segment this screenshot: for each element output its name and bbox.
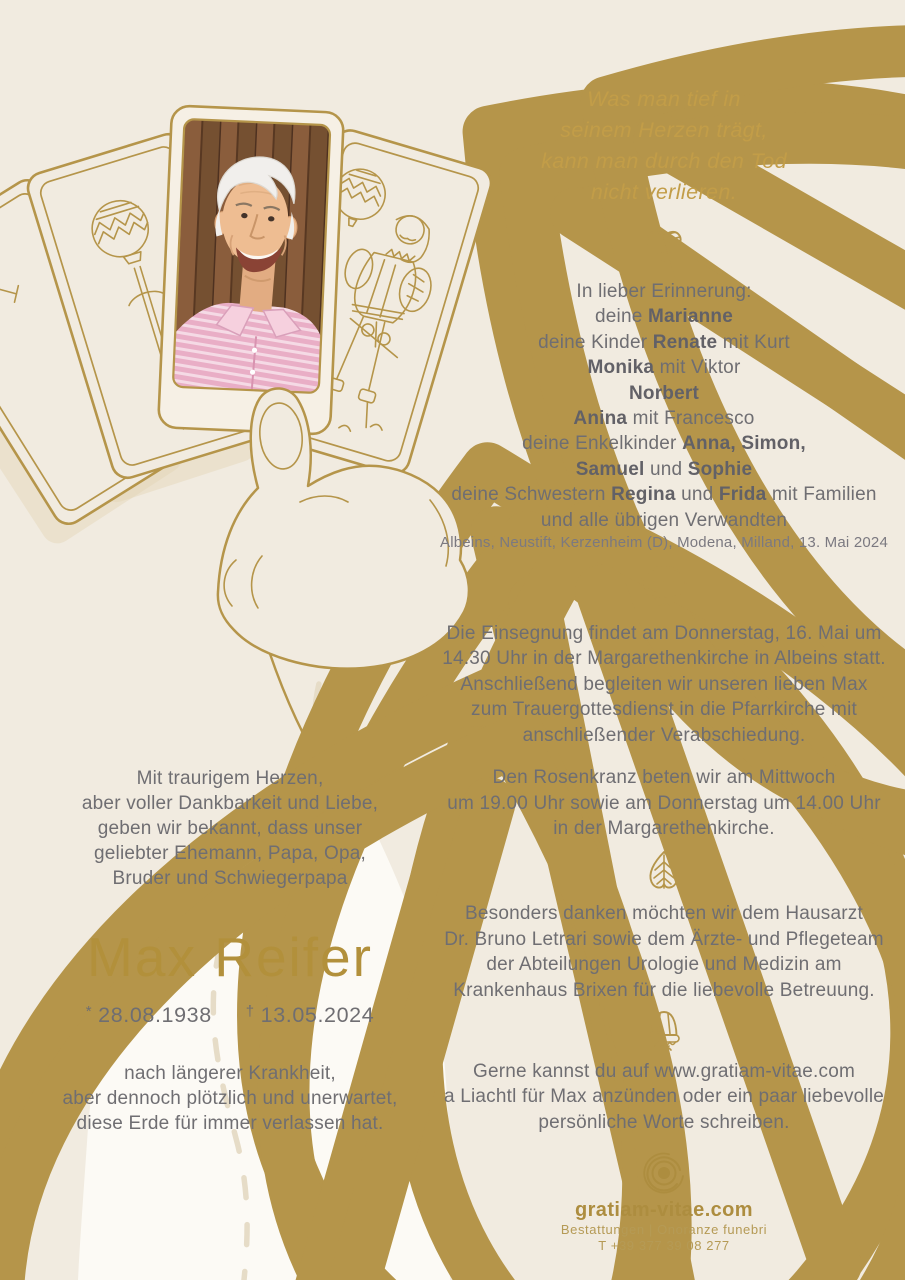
announcement-paragraph [28, 766, 432, 891]
text-line: zum Trauergottesdienst in die Pfarrkirche mit [471, 699, 857, 721]
remembrance-line: deine Marianne [595, 306, 733, 328]
laub-suit-icon [641, 848, 687, 894]
text-line: diese Erde für immer verlassen hat. [76, 1113, 384, 1134]
remembrance-line: deine Enkelkinder Anna, Simon, [522, 433, 806, 455]
remembrance-line: Monika mit Viktor [587, 357, 741, 379]
quote-line: nicht verlieren. [590, 180, 738, 204]
text-line: geben wir bekannt, dass unser [97, 818, 363, 839]
funeral-home-phone: T +39 377 39 08 277 [598, 1238, 730, 1254]
remembrance-line: Samuel und Sophie [575, 458, 753, 480]
text-line: in der Margarethenkirche. [553, 817, 775, 839]
place-date-line: Albeins, Neustift, Kerzenheim (D), Modena, Milland, 13. Mai 2024 [439, 534, 888, 552]
text-line: Krankenhaus Brixen für die liebevolle Betreuung. [453, 979, 875, 1001]
text-line: a Liachtl für Max anzünden oder ein paar liebevolle [443, 1086, 885, 1108]
remembrance-line: Norbert [628, 382, 699, 404]
remembrance-list [424, 279, 904, 533]
funeral-home-tagline: Bestattungen | Onoranze funebri [560, 1222, 768, 1238]
remembrance-line: Anina mit Francesco [573, 408, 755, 430]
death-cross-symbol: † [245, 1003, 255, 1020]
text-line: anschließender Verabschiedung. [522, 724, 806, 746]
deceased-name: Max Reifer [87, 926, 373, 988]
text-line: um 19.00 Uhr sowie am Donnerstag um 14.00 Uhr [447, 792, 881, 814]
birth-date: * 28.08.1938 [85, 1003, 212, 1027]
card-photo [158, 105, 344, 434]
death-date: † 13.05.2024 [245, 1003, 375, 1027]
rosary-paragraph [424, 765, 904, 841]
life-dates [28, 999, 432, 1028]
text-line: Besonders danken möchten wir dem Hausarzt [465, 903, 863, 925]
text-line: 14.30 Uhr in der Margarethenkirche in Albeins statt. [442, 648, 886, 670]
memorial-quote [424, 84, 904, 208]
heart-suit-icon [642, 226, 686, 266]
text-line: Dr. Bruno Letrari sowie dem Ärzte- und Pflegeteam [444, 928, 884, 950]
portrait-photo [173, 119, 331, 393]
closing-paragraph [28, 1061, 432, 1136]
text-line: aber voller Dankbarkeit und Liebe, [81, 793, 379, 814]
text-line: Die Einsegnung findet am Donnerstag, 16. Mai um [446, 623, 882, 645]
remembrance-line: deine Schwestern Regina und Frida mit Familien [451, 484, 877, 506]
text-line: persönliche Worte schreiben. [538, 1111, 790, 1133]
remembrance-heading: In lieber Erinnerung: [576, 281, 752, 302]
thanks-paragraph [424, 901, 904, 1003]
schellen-suit-icon [636, 565, 692, 609]
text-line: nach längerer Krankheit, [124, 1063, 336, 1084]
online-condolence-paragraph [424, 1059, 904, 1135]
birth-star-symbol: * [85, 1003, 92, 1020]
text-line: Mit traurigem Herzen, [136, 768, 324, 789]
remembrance-line: und alle übrigen Verwandten [540, 509, 788, 531]
ceremony-paragraph [424, 621, 904, 748]
eichel-suit-icon [641, 1008, 687, 1054]
text-line: Bruder und Schwiegerpapa [112, 868, 348, 889]
right-column [424, 84, 904, 1254]
quote-line: kann man durch den Tod [541, 149, 787, 173]
text-line: Den Rosenkranz beten wir am Mittwoch [492, 767, 836, 789]
text-line: der Abteilungen Urologie und Medizin am [486, 954, 842, 976]
text-line: Gerne kannst du auf www.gratiam-vitae.com [472, 1060, 856, 1082]
gratiam-vitae-spiral-logo [639, 1148, 689, 1198]
quote-line: Was man tief in [587, 87, 741, 111]
text-line: geliebter Ehemann, Papa, Opa, [94, 843, 366, 864]
quote-line: seinem Herzen trägt, [560, 118, 768, 142]
left-column [28, 766, 432, 1136]
remembrance-line: deine Kinder Renate mit Kurt [538, 331, 790, 353]
text-line: Anschließend begleiten wir unseren lieben Max [460, 673, 868, 695]
text-line: aber dennoch plötzlich und unerwartet, [62, 1088, 398, 1109]
funeral-home-website: gratiam-vitae.com [575, 1199, 753, 1222]
